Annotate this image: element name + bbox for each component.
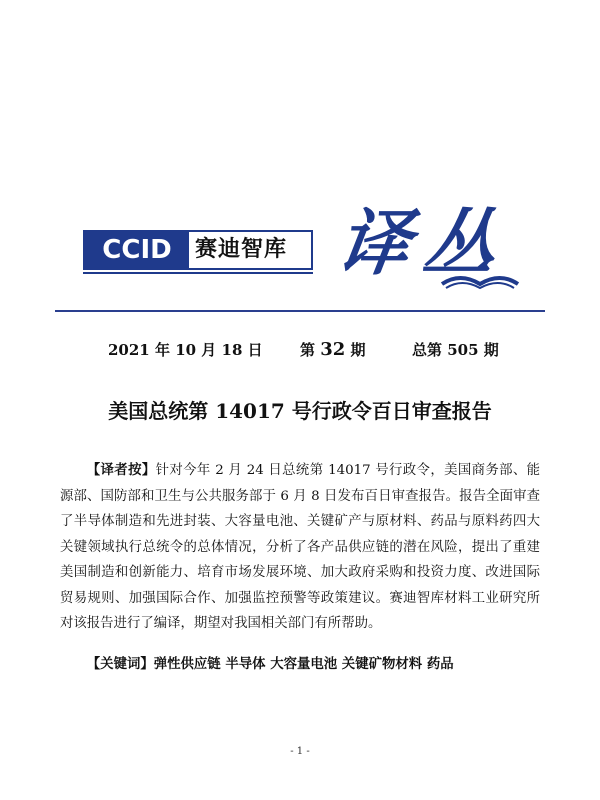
- header-rule: [55, 310, 545, 312]
- issue-date: 2021 年 10 月 18 日: [108, 341, 263, 359]
- document-title: 美国总统第 14017 号行政令百日审查报告: [108, 399, 492, 423]
- translator-note-label: 【译者按】: [86, 463, 156, 478]
- logo-underline: [83, 272, 313, 274]
- translator-note: [60, 458, 540, 637]
- issue-number: [300, 339, 366, 360]
- issue-total: 总第 505 期: [412, 341, 499, 359]
- keywords-line: 【关键词】弹性供应链 半导体 大容量电池 关键矿物材料 药品: [86, 657, 454, 672]
- ccid-logo: [83, 230, 313, 275]
- issue-info: [0, 339, 600, 363]
- logo-ccid-text: CCID: [85, 232, 189, 268]
- logo-name-text: 赛迪智库: [195, 237, 288, 262]
- issue-number-prefix: 第: [300, 341, 321, 359]
- issue-number-suffix: 期: [345, 341, 366, 359]
- open-book-icon: [440, 260, 520, 290]
- issue-number-value: 32: [320, 339, 346, 360]
- brush-title: 译丛: [332, 200, 517, 285]
- logo-frame: [83, 230, 313, 270]
- translator-note-text: 针对今年 2 月 24 日总统第 14017 号行政令，美国商务部、能源部、国防部和卫生与公共服务部于 6 月 8 日发布百日审查报告。报告全面审查了半导体制造和先进封装、大容量电池、关键矿产与原材料、药品与原料药四大关键领域执行总统令的总体情况，分析了各产品供应链的潜在风险，提出了重建美国制造和创新能力、培育市场发展环境、加大政府采购和投资力度、改进国际贸易规则、加强国际合作、加强监控预警等政策建议。赛迪智库材料工业研究所对该报告进行了编译，期望对我国相关部门有所帮助。: [60, 463, 541, 631]
- page-number: - 1 -: [290, 746, 310, 757]
